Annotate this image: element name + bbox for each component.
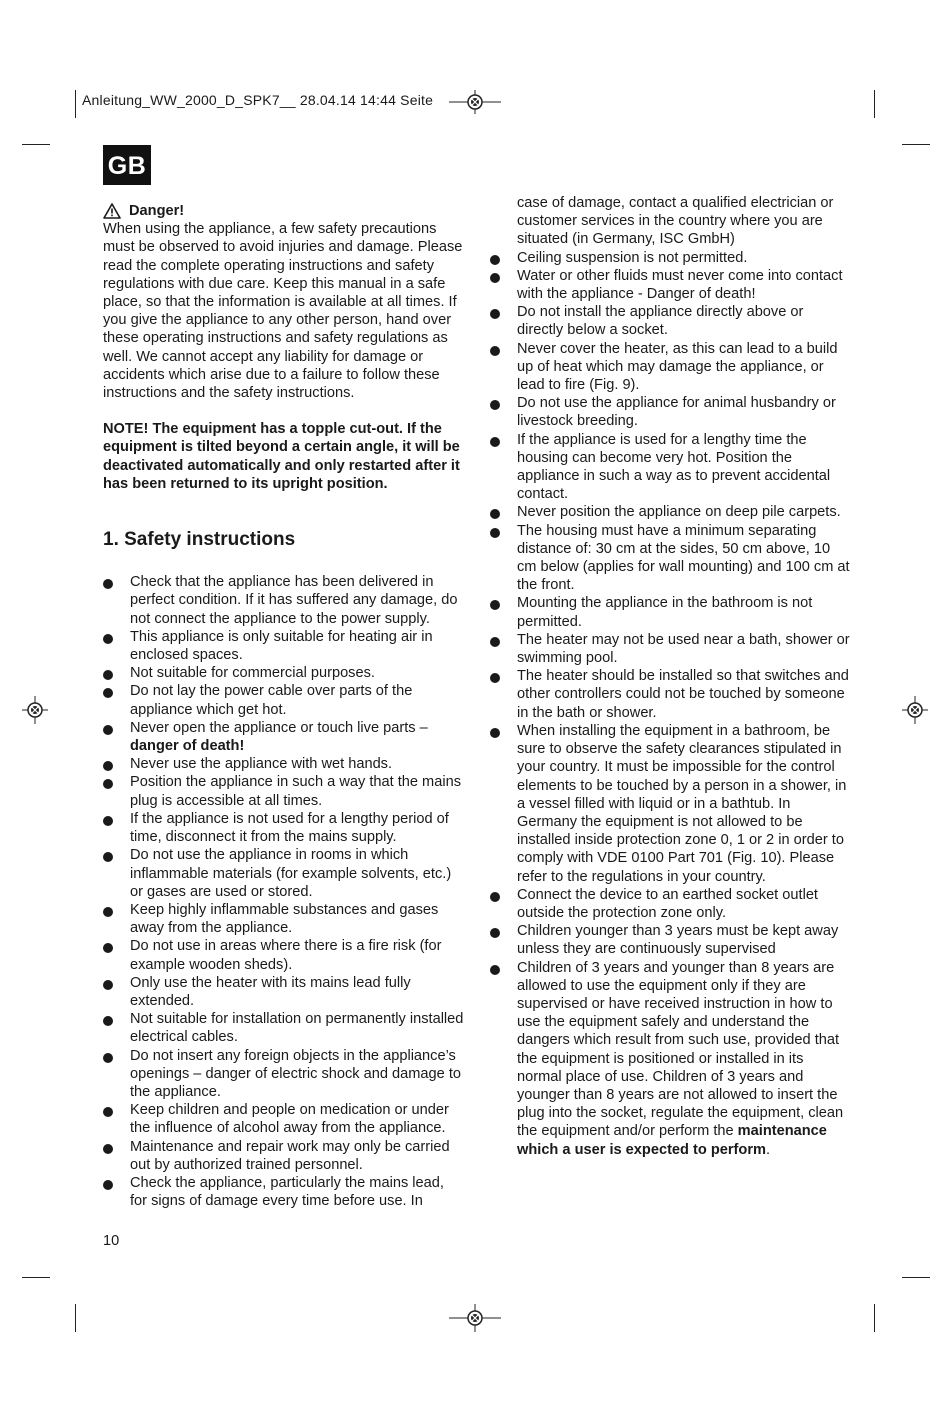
bullet-icon	[103, 761, 113, 771]
list-item	[490, 722, 852, 886]
list-item	[490, 922, 852, 958]
list-item-text: Never cover the heater, as this can lead to a build up of heat which may damage the appliance, or lead to fire (Fig. 9).	[517, 340, 838, 394]
list-item-text: Never position the appliance on deep pile carpets.	[517, 504, 841, 521]
bullet-icon	[490, 728, 500, 738]
bullet-icon	[490, 528, 500, 538]
list-item	[103, 664, 465, 682]
list-item	[490, 631, 852, 667]
left-column	[103, 202, 465, 1210]
danger-heading	[103, 202, 465, 220]
list-item-text: The heater may not be used near a bath, shower or swimming pool.	[517, 631, 850, 667]
list-item	[490, 503, 852, 521]
list-item-text: Do not use the appliance for animal husbandry or livestock breeding.	[517, 395, 836, 430]
list-item	[490, 303, 852, 339]
crop-mark-top-right-vertical	[874, 90, 875, 118]
list-item-text: When installing the equipment in a bathroom, be sure to observe the safety clearances stipulated in your country. It must be impossible for the control elements to be touched by a person in a shower, in a vessel filled with liquid or in a bathtub. In Germany the equipment is not allowed to be installed inside protection zone 0, 1 or 2 in order to comply with VDE 0100 Part 701 (Fig. 10). Please refer to the regulations in your country.	[517, 722, 847, 885]
list-item	[490, 394, 852, 430]
list-item-text: Only use the heater with its mains lead fully extended.	[130, 974, 411, 1009]
note-paragraph: NOTE! The equipment has a topple cut-out. If the equipment is tilted beyond a certain angle, it will be deactivated automatically and only restarted after it has been returned to its upright position.	[103, 421, 460, 492]
list-item-text: Do not lay the power cable over parts of the appliance which get hot.	[130, 683, 413, 718]
section-title: 1. Safety instructions	[103, 529, 296, 551]
list-item	[103, 901, 465, 937]
list-item	[103, 1047, 465, 1102]
list-item	[103, 682, 465, 718]
list-item	[490, 267, 852, 303]
list-item	[103, 1101, 465, 1137]
bullet-icon	[103, 1144, 113, 1154]
list-item	[103, 1138, 465, 1174]
list-item	[103, 573, 465, 628]
list-item-text: Check that the appliance has been delivered in perfect condition. If it has suffered any damage, do not connect the appliance to the power supply.	[130, 574, 458, 627]
list-item-text: Children of 3 years and younger than 8 years are allowed to use the equipment only if they are supervised or have received instruction in how to use the equipment safely and understand the dangers which result from such use, provided that the equipment is positioned or installed in its normal place of use. Children of 3 years and younger than 8 years are not allowed to insert the plug into the socket, regulate the equipment, clean the equipment and/or perform the	[517, 959, 844, 1140]
list-item	[490, 340, 852, 395]
bullet-icon	[490, 437, 500, 447]
bullet-icon	[103, 1053, 113, 1063]
list-item	[103, 719, 465, 755]
bullet-icon	[490, 400, 500, 410]
danger-title: Danger!	[129, 203, 185, 219]
bullet-icon	[490, 509, 500, 519]
bullet-icon	[103, 852, 113, 862]
bullet-icon	[103, 725, 113, 735]
bullet-icon	[490, 928, 500, 938]
list-item-emphasis: danger of death!	[130, 738, 245, 755]
list-item-text: Do not install the appliance directly above or directly below a socket.	[517, 304, 804, 339]
safety-list-left	[103, 573, 465, 1210]
list-item-text: Do not insert any foreign objects in the appliance’s openings – danger of electric shock and damage to the appliance.	[130, 1047, 462, 1100]
list-item-text: Check the appliance, particularly the mains lead, for signs of damage every time before use. In	[130, 1174, 444, 1210]
bullet-icon	[490, 673, 500, 683]
danger-paragraph: When using the appliance, a few safety precautions must be observed to avoid injuries and damage. Please read the complete operating instructions and safety regulations with due care. Keep this manual in a safe place, so that the information is available at all times. If you give the appliance to any other person, hand over these operating instructions and safety regulations as well. We cannot accept any liability for damage or accidents which arise due to a failure to follow these instructions and the safety instructions.	[103, 221, 463, 402]
list-item	[103, 974, 465, 1010]
crop-mark-bottom-right-vertical	[874, 1304, 875, 1332]
list-item-text: Position the appliance in such a way that the mains plug is accessible at all times.	[130, 774, 461, 809]
list-item-text: The heater should be installed so that switches and other controllers could not be touched by someone in the bath or shower.	[517, 668, 849, 721]
list-item-emphasis: maintenance which a user is expected to perform	[517, 1123, 827, 1158]
crop-mark-top-left-vertical	[75, 90, 76, 118]
bullet-icon	[490, 600, 500, 610]
list-item-text: Do not use the appliance in rooms in which inflammable materials (for example solvents, etc.) or gases are used or stored.	[130, 847, 452, 900]
registration-mark-icon	[449, 1304, 501, 1332]
bullet-icon	[490, 637, 500, 647]
bullet-icon	[103, 779, 113, 789]
bullet-icon	[490, 309, 500, 319]
bullet-icon	[103, 688, 113, 698]
list-item-text: Never use the appliance with wet hands.	[130, 756, 393, 773]
bullet-icon	[490, 892, 500, 902]
list-item	[103, 810, 465, 846]
crop-mark-top-right-horizontal	[902, 144, 930, 145]
registration-mark-icon	[22, 696, 48, 724]
bullet-icon	[103, 1107, 113, 1117]
bullet-icon	[490, 255, 500, 265]
list-item-text: Maintenance and repair work may only be carried out by authorized trained personnel.	[130, 1138, 450, 1173]
registration-mark-icon	[902, 696, 928, 724]
registration-mark-icon	[449, 90, 501, 114]
list-item	[103, 1010, 465, 1046]
list-item-text: The housing must have a minimum separating distance of: 30 cm at the sides, 50 cm above, 10 cm below (applies for wall mounting) and 100 cm at the front.	[517, 522, 850, 594]
list-item-text: Never open the appliance or touch live parts –	[130, 719, 428, 736]
list-item-text: Connect the device to an earthed socket outlet outside the protection zone only.	[517, 886, 818, 921]
right-column	[490, 194, 852, 1159]
bullet-icon	[103, 670, 113, 680]
crop-mark-top-left-horizontal	[22, 144, 50, 145]
list-item-text: If the appliance is not used for a lengthy period of time, disconnect it from the mains supply.	[130, 810, 449, 846]
list-item-text: This appliance is only suitable for heating air in enclosed spaces.	[130, 628, 433, 664]
bullet-icon	[490, 965, 500, 975]
list-item-text: Ceiling suspension is not permitted.	[517, 249, 748, 266]
list-item-text: Not suitable for installation on permanently installed electrical cables.	[130, 1011, 464, 1046]
safety-list-right	[490, 249, 852, 1159]
bullet-icon	[103, 816, 113, 826]
list-item-text: Water or other fluids must never come into contact with the appliance - Danger of death!	[517, 267, 843, 303]
warning-icon	[103, 203, 121, 219]
list-item-text: If the appliance is used for a lengthy time the housing can become very hot. Position the appliance in such a way as to prevent accidental contact.	[517, 431, 831, 503]
list-item-text: Mounting the appliance in the bathroom is not permitted.	[517, 595, 813, 630]
bullet-icon	[103, 1016, 113, 1026]
continuation-paragraph: case of damage, contact a qualified electrician or customer services in the country where you are situated (in Germany, ISC GmbH)	[517, 195, 834, 248]
crop-mark-bottom-left-horizontal	[22, 1277, 50, 1278]
list-item-text: Keep children and people on medication or under the influence of alcohol away from the appliance.	[130, 1102, 449, 1137]
bullet-icon	[490, 346, 500, 356]
list-item	[490, 959, 852, 1159]
list-item	[490, 594, 852, 630]
bullet-icon	[103, 907, 113, 917]
list-item-suffix: .	[765, 1141, 771, 1158]
bullet-icon	[103, 943, 113, 953]
bullet-icon	[103, 579, 113, 589]
list-item-text: Keep highly inflammable substances and gases away from the appliance.	[130, 901, 439, 937]
language-badge: GB	[103, 145, 151, 185]
bullet-icon	[103, 634, 113, 644]
list-item	[103, 1174, 465, 1210]
list-item	[490, 886, 852, 922]
bullet-icon	[490, 273, 500, 283]
list-item	[490, 431, 852, 504]
print-header: Anleitung_WW_2000_D_SPK7__ 28.04.14 14:44 Seite	[82, 92, 434, 108]
page-number: 10	[103, 1233, 120, 1249]
list-item	[490, 522, 852, 595]
list-item	[103, 773, 465, 809]
list-item	[490, 667, 852, 722]
list-item	[103, 937, 465, 973]
list-item-text: Not suitable for commercial purposes.	[130, 665, 375, 682]
crop-mark-bottom-right-horizontal	[902, 1277, 930, 1278]
list-item	[103, 755, 465, 773]
list-item-text: Children younger than 3 years must be kept away unless they are continuously supervised	[517, 923, 839, 958]
list-item	[490, 249, 852, 267]
crop-mark-bottom-left-vertical	[75, 1304, 76, 1332]
list-item	[103, 628, 465, 664]
list-item-text: Do not use in areas where there is a fire risk (for example wooden sheds).	[130, 938, 442, 973]
bullet-icon	[103, 980, 113, 990]
list-item	[103, 846, 465, 901]
bullet-icon	[103, 1180, 113, 1190]
